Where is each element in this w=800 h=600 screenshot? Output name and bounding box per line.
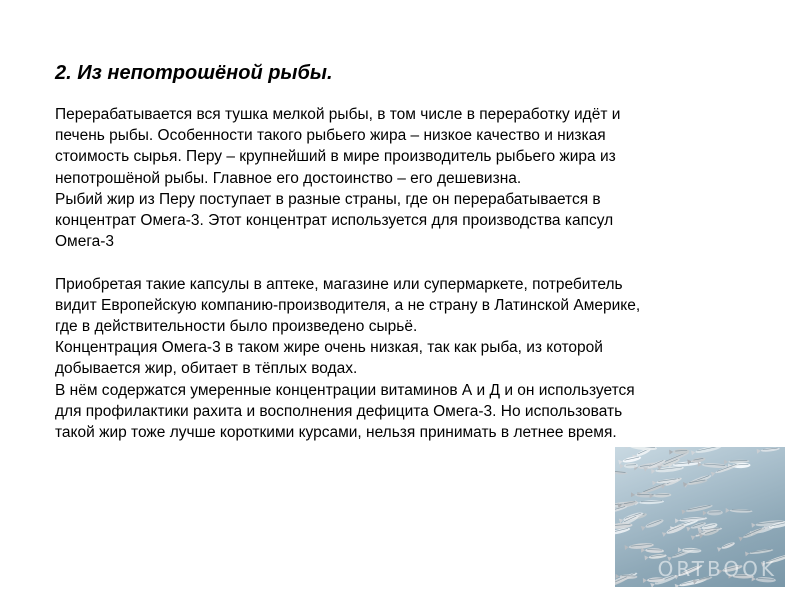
fish-shape bbox=[615, 469, 628, 476]
text-line: такой жир тоже лучше короткими курсами, нельзя принимать в летнее время. bbox=[55, 424, 617, 442]
text-line: непотрошёной рыбы. Главное его достоинство – его дешевизна. bbox=[55, 169, 522, 187]
fish-shape bbox=[649, 492, 671, 498]
fish-shape bbox=[641, 548, 664, 554]
fish-shape bbox=[757, 447, 780, 454]
text-line: печень рыбы. Особенности такого рыбьего жира – низкое качество и низкая bbox=[55, 127, 606, 145]
fish-shape bbox=[662, 522, 687, 537]
text-line: концентрат Омега-3. Этот концентрат используется для производства капсул bbox=[55, 212, 614, 230]
text-line: Перерабатывается вся тушка мелкой рыбы, в том числе в переработку идёт и bbox=[55, 106, 621, 123]
slide-body bbox=[55, 104, 745, 443]
text-line: стоимость сырья. Перу – крупнейший в мире производитель рыбьего жира из bbox=[55, 148, 616, 166]
paragraph-spacer bbox=[55, 252, 745, 273]
text-line: для профилактики рахита и восполнения дефицита Омега-3. Но использовать bbox=[55, 402, 623, 420]
fish-school-photo bbox=[615, 447, 785, 587]
fish-shape bbox=[726, 508, 753, 514]
fish-shape bbox=[626, 447, 658, 451]
text-line: добывается жир, обитает в тёплых водах. bbox=[55, 360, 358, 378]
text-line: Рыбий жир из Перу поступает в разные страны, где он перерабатывается в bbox=[55, 190, 601, 208]
paragraph-1 bbox=[55, 104, 745, 252]
text-line: Омега-3 bbox=[55, 233, 115, 251]
text-line: видит Европейскую компанию-производителя, а не страну в Латинской Америке, bbox=[55, 296, 641, 314]
text-line: Концентрация Омега-3 в таком жире очень низкая, так как рыба, из которой bbox=[55, 339, 603, 357]
fish-shape bbox=[698, 462, 728, 469]
fish-shape bbox=[717, 541, 736, 552]
fish-shape bbox=[635, 499, 664, 505]
fish-shape bbox=[691, 447, 722, 455]
fish-shape bbox=[641, 518, 665, 531]
fish-shape bbox=[738, 526, 764, 541]
photo-watermark: ORTBOOK bbox=[657, 557, 777, 581]
text-line: Приобретая такие капсулы в аптеке, магазине или супермаркете, потребитель bbox=[55, 275, 623, 293]
fish-shape bbox=[703, 510, 723, 516]
fish-shape bbox=[745, 547, 774, 556]
text-line: где в действительности было произведено сырьё. bbox=[55, 318, 418, 336]
slide-heading: 2. Из непотрошёной рыбы. bbox=[55, 62, 333, 84]
text-line: В нём содержатся умеренные концентрации витаминов А и Д и он используется bbox=[55, 381, 635, 399]
paragraph-2 bbox=[55, 274, 745, 444]
